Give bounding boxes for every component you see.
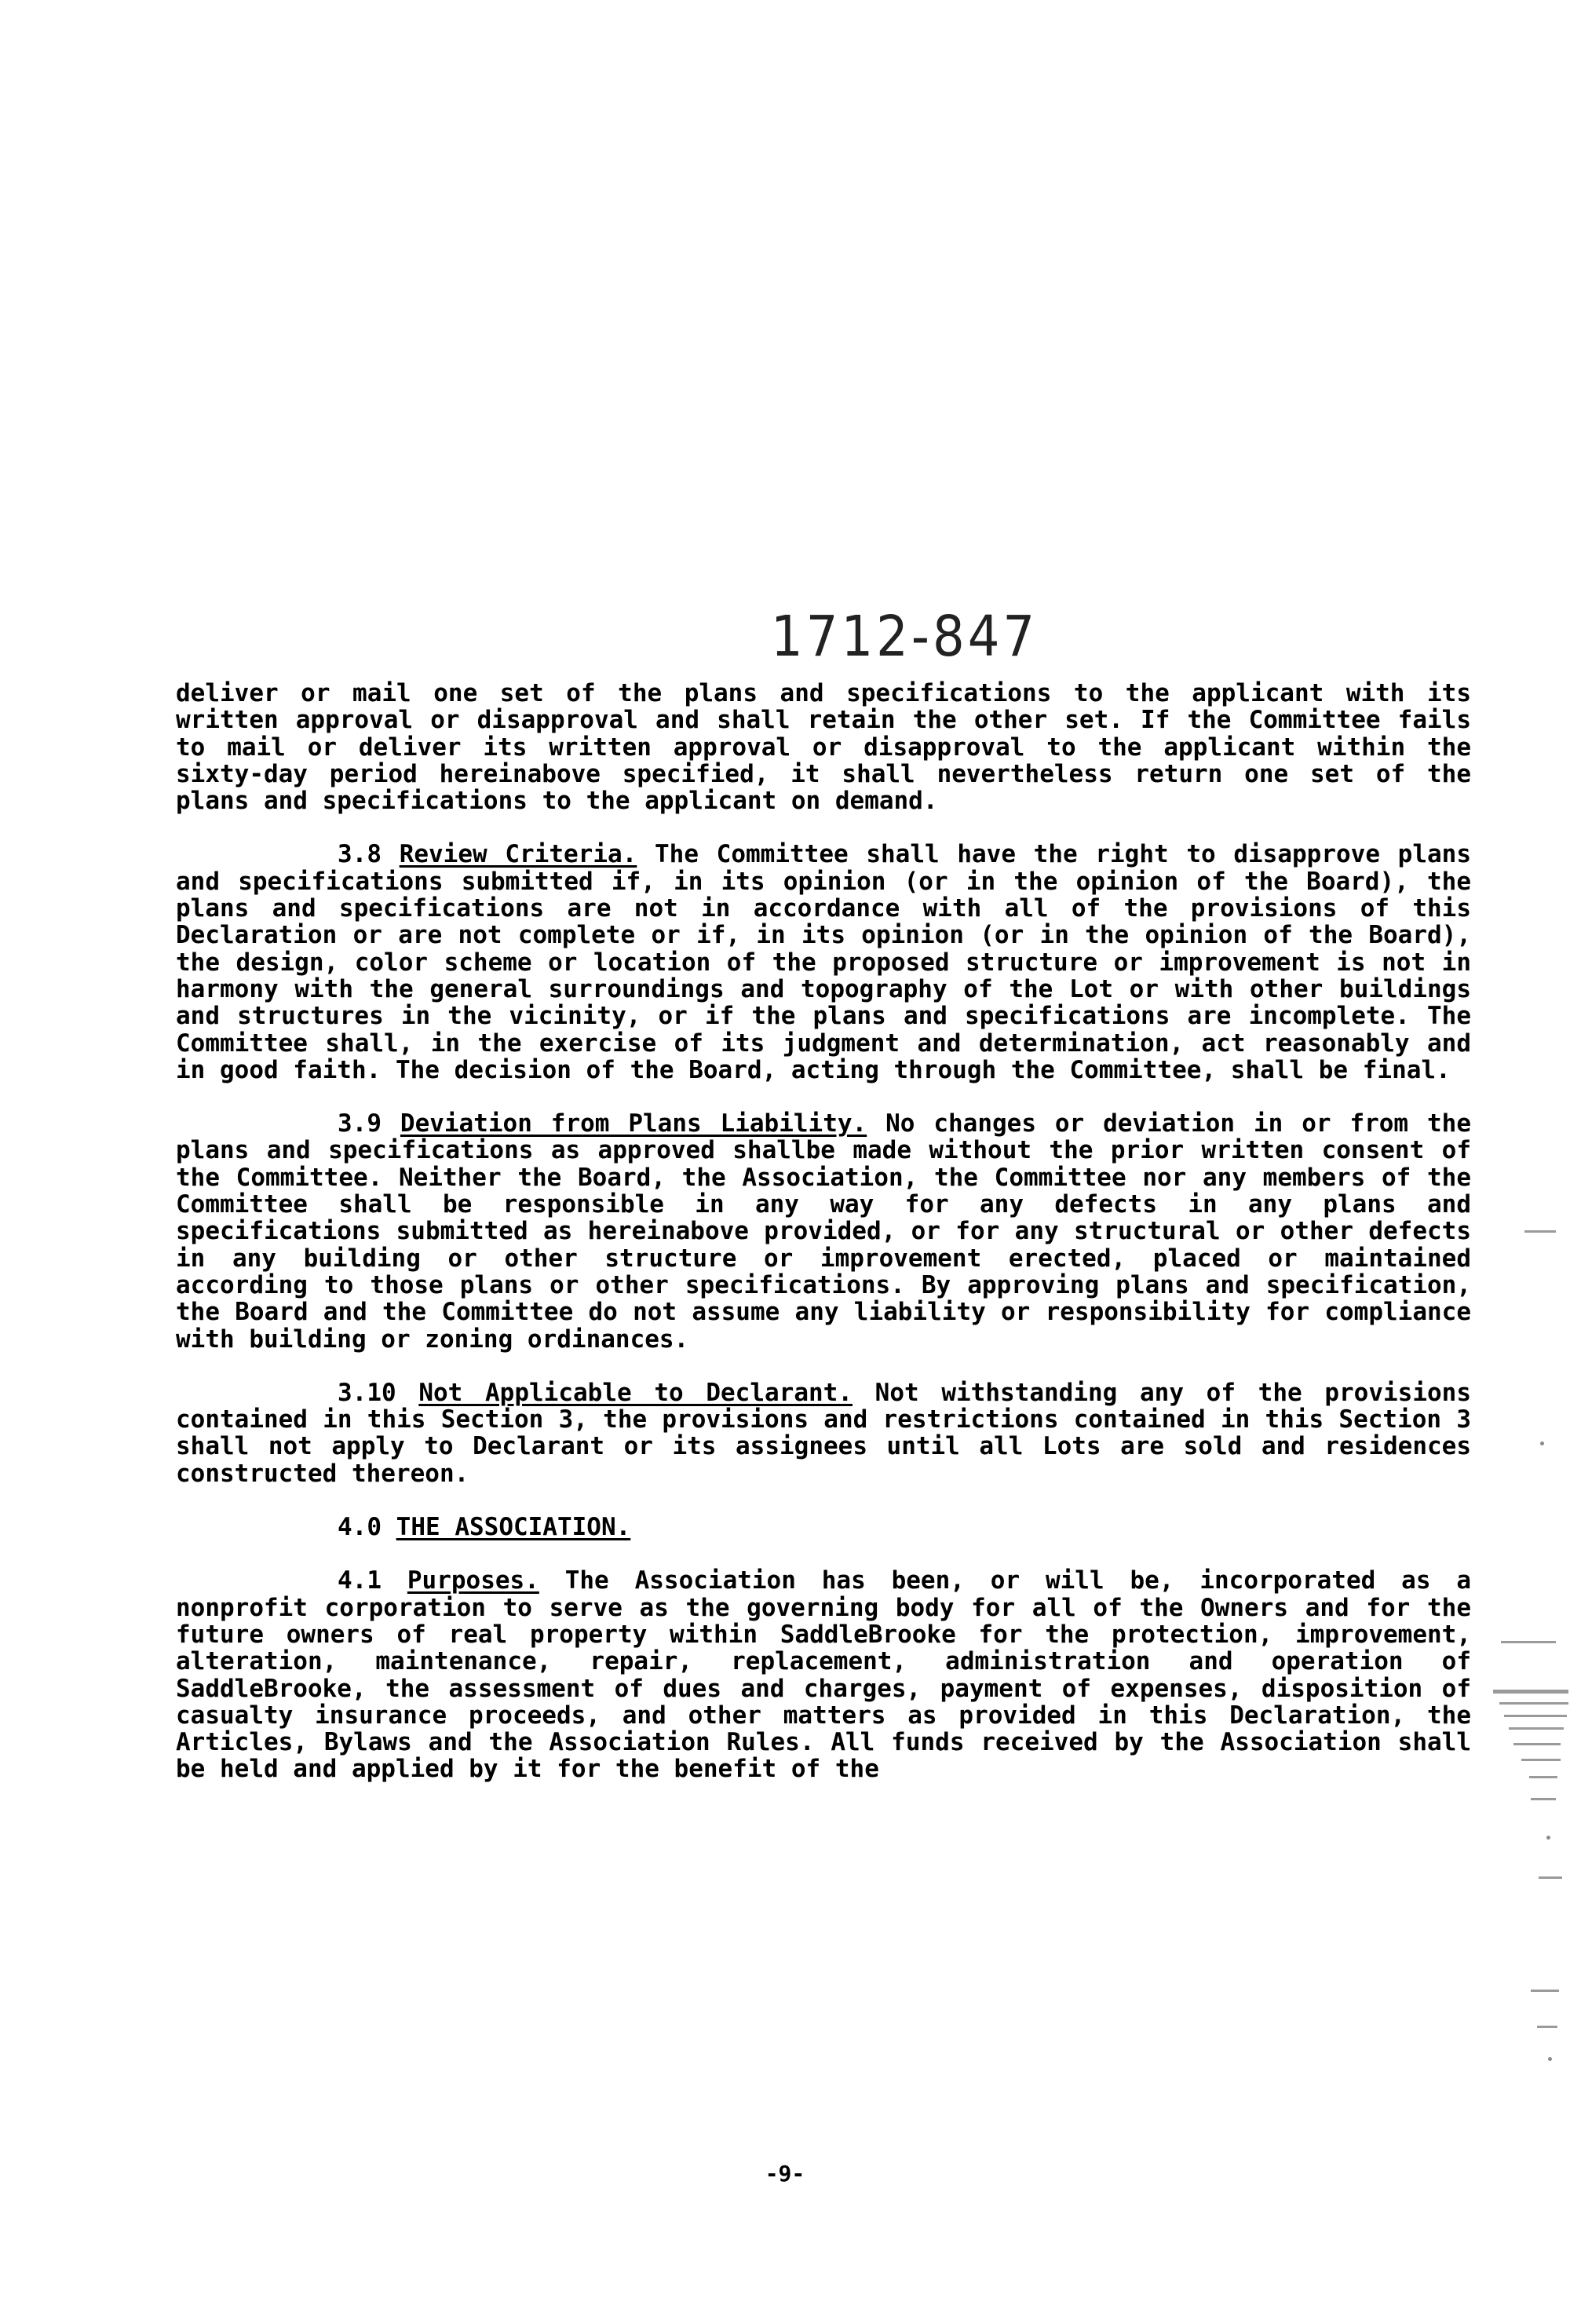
scan-artifact [1531,1990,1559,1992]
section-heading: Purposes. [407,1566,539,1595]
section-heading: Deviation from Plans Liability. [400,1109,867,1138]
page-footer-number: -9- [765,2161,805,2187]
section-heading: Review Criteria. [399,840,637,869]
scan-artifact [1531,1798,1556,1800]
section-4-1 [176,1567,1471,1782]
scan-artifact [1504,1715,1567,1717]
scan-artifact [1493,1690,1568,1694]
section-number: 3.8 [338,840,382,869]
section-number: 3.9 [338,1109,382,1138]
scan-artifact [1529,1776,1557,1778]
section-3-8 [176,841,1471,1083]
scan-artifact [1521,1759,1561,1761]
scan-artifact [1509,1727,1564,1730]
scan-artifact [1524,1230,1556,1233]
section-4-0 [176,1514,1471,1540]
paragraph-continuation [176,680,1471,814]
section-3-9 [176,1110,1471,1353]
scan-artifact [1548,2057,1552,2061]
paragraph-text: deliver or mail one set of the plans and specifications to the applicant with its written approval or disapproval and shall retain the other set. If the Committee fails to mail or deliver its written approval or disapproval to the applicant within the sixty-day period hereinabove specified, it shall nevertheless return one set of the plans and specifications to the applicant on demand. [176,679,1471,816]
section-heading: Not Applicable to Declarant. [418,1378,853,1407]
section-text: No changes or deviation in or from the plans and specifications as approved shallbe made without the prior written consent of the Committee. Neither the Board, the Association, the Committee nor any members of the Committee shall be responsible in any way for any defects in any plans and specifications submitted as hereinabove provided, or for any structural or other defects in any building or other structure or improvement erected, placed or maintained according to those plans or other specifications. By approving plans and specification, the Board and the Committee do not assume any liability or responsibility for compliance with building or zoning ordinances. [176,1109,1471,1354]
scan-artifact [1513,1743,1561,1745]
document-body [176,680,1471,1810]
section-3-10 [176,1379,1471,1487]
scan-artifact [1540,1442,1544,1445]
section-text: The Association has been, or will be, incorporated as a nonprofit corporation to serve as the governing body for all of the Owners and for the future owners of real property within SaddleBrooke for the protection, improvement, alteration, maintenance, repair, replacement, administration and operation of SaddleBrooke, the assessment of dues and charges, payment of expenses, disposition of casualty insurance proceeds, and other matters as provided in this Declaration, the Articles, Bylaws and the Association Rules. All funds received by the Association shall be held and applied by it for the benefit of the [176,1566,1472,1784]
scan-artifact [1501,1641,1556,1643]
scan-artifact [1539,1876,1562,1879]
section-number: 4.0 [338,1513,382,1542]
section-text: Not withstanding any of the provisions contained in this Section 3, the provisions and restrictions contained in this Section 3 shall not apply to Declarant or its assignees until all Lots are sold and residences constructed thereon. [176,1378,1471,1488]
section-number: 4.1 [338,1566,382,1595]
section-heading: THE ASSOCIATION. [396,1513,631,1542]
book-page-number: 1712-847 [771,605,1039,670]
scan-artifact [1546,1836,1550,1840]
section-text: The Committee shall have the right to disapprove plans and specifications submitted if, in its opinion (or in the opinion of the Board), the plans and specifications are not in accordance with all of the provisions of this Declaration or are not complete or if, in its opinion (or in the opinion of the Board), the design, color scheme or location of the proposed structure or improvement is not in harmony with the general surroundings and topography of the Lot or with other buildings and structures in the vicinity, or if the plans and specifications are incomplete. The Committee shall, in the exercise of its judgment and determination, act reasonably and in good faith. The decision of the Board, acting through the Committee, shall be final. [176,840,1471,1084]
section-number: 3.10 [338,1378,396,1407]
scan-artifact [1537,2026,1557,2028]
scan-artifact [1499,1702,1568,1705]
